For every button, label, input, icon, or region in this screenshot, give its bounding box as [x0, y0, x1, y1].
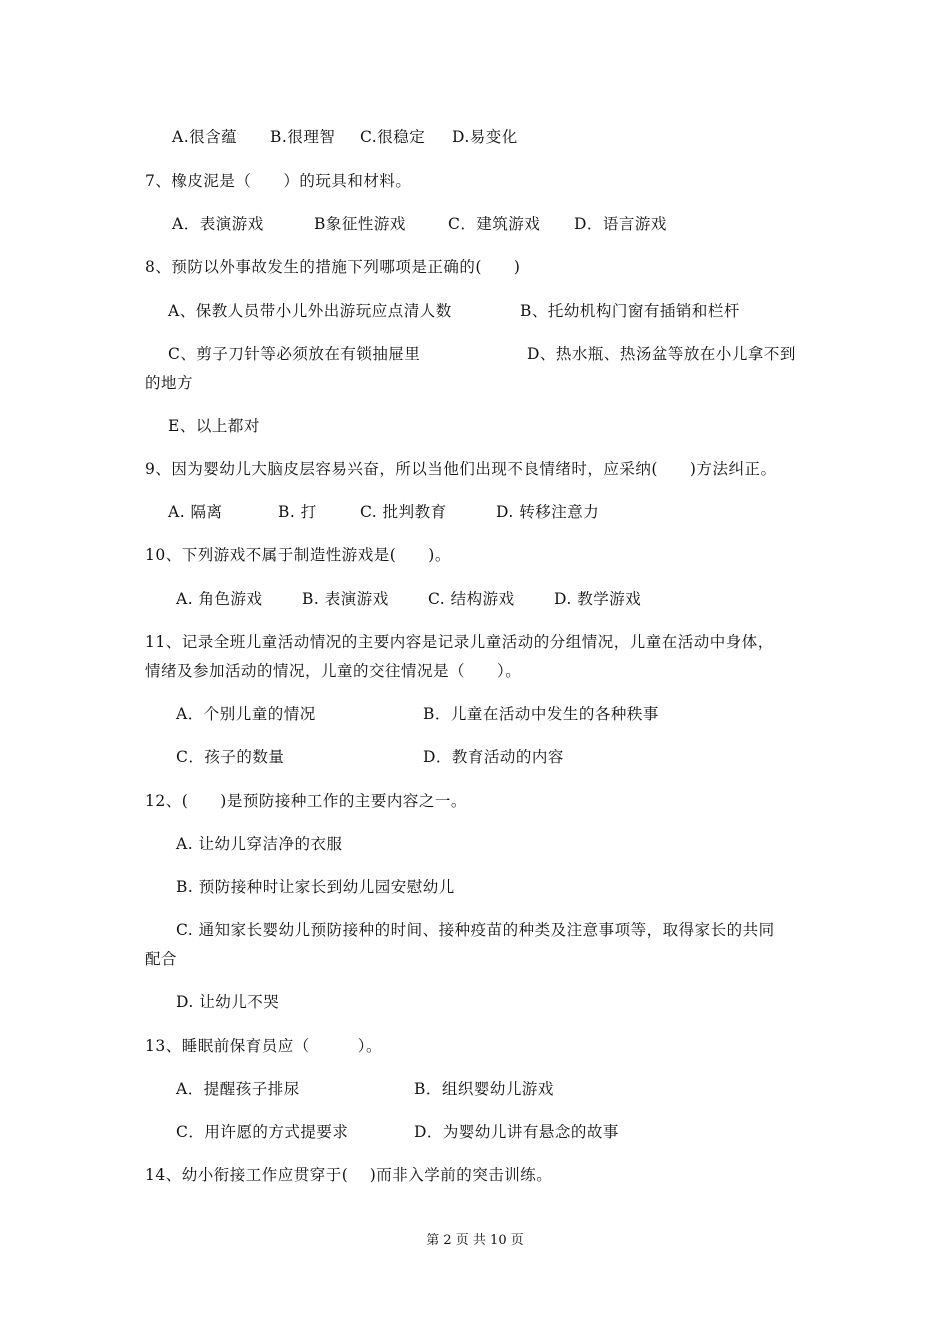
q7-option-d: D．语言游戏: [574, 215, 667, 233]
q7-option-b: B象征性游戏: [314, 215, 406, 233]
q8-option-d-cont: 的地方: [145, 374, 194, 392]
q10-option-d: D. 教学游戏: [554, 590, 642, 608]
q13-option-c: C．用许愿的方式提要求: [176, 1123, 349, 1141]
q11-stem-line2: 情绪及参加活动的情况，儿童的交往情况是（ ）。: [145, 662, 522, 680]
q10-option-c: C. 结构游戏: [428, 590, 515, 608]
q8-option-a: A、保教人员带小儿外出游玩应点清人数: [168, 302, 452, 320]
q6-option-c: C.很稳定: [360, 128, 426, 146]
q11-option-c: C．孩子的数量: [176, 748, 285, 766]
q9-option-b: B. 打: [278, 503, 317, 521]
q13-option-d: D．为婴幼儿讲有悬念的故事: [414, 1123, 619, 1141]
q11-stem-line1: 11、记录全班儿童活动情况的主要内容是记录儿童活动的分组情况，儿童在活动中身体，: [145, 633, 774, 651]
q11-option-b: B．儿童在活动中发生的各种秩事: [423, 705, 659, 723]
q10-option-b: B. 表演游戏: [302, 590, 389, 608]
q9-option-d: D. 转移注意力: [496, 503, 600, 521]
q7-option-a: A．表演游戏: [172, 215, 264, 233]
q13-option-b: B．组织婴幼儿游戏: [414, 1080, 554, 1098]
q6-option-b: B.很理智: [270, 128, 336, 146]
q11-option-a: A．个别儿童的情况: [176, 705, 316, 723]
page-footer: 第 2 页 共 10 页: [426, 1233, 524, 1248]
q8-option-d: D、热水瓶、热汤盆等放在小儿拿不到: [527, 345, 796, 363]
q11-option-d: D．教育活动的内容: [423, 748, 564, 766]
q9-option-a: A. 隔离: [168, 503, 223, 521]
q8-option-b: B、托幼机构门窗有插销和栏杆: [520, 302, 740, 320]
q12-option-b: B. 预防接种时让家长到幼儿园安慰幼儿: [176, 878, 455, 896]
q8-option-e: E、以上都对: [168, 417, 260, 435]
q10-stem: 10、下列游戏不属于制造性游戏是( )。: [145, 546, 451, 564]
q6-option-d: D.易变化: [452, 128, 518, 146]
q8-stem: 8、预防以外事故发生的措施下列哪项是正确的( ): [145, 258, 521, 276]
q9-stem: 9、因为婴幼儿大脑皮层容易兴奋，所以当他们出现不良情绪时，应采纳( )方法纠正。: [145, 460, 777, 478]
q6-option-a: A.很含蕴: [172, 128, 238, 146]
q10-option-a: A. 角色游戏: [176, 590, 263, 608]
q12-option-c: C. 通知家长婴幼儿预防接种的时间、接种疫苗的种类及注意事项等，取得家长的共同: [176, 921, 775, 939]
q8-option-c: C、剪子刀针等必须放在有锁抽屉里: [168, 345, 421, 363]
q12-option-a: A. 让幼儿穿洁净的衣服: [176, 835, 343, 853]
q13-option-a: A．提醒孩子排尿: [176, 1080, 300, 1098]
q12-option-d: D. 让幼儿不哭: [176, 993, 280, 1011]
q12-stem: 12、( )是预防接种工作的主要内容之一。: [145, 792, 467, 810]
q7-stem: 7、橡皮泥是（ ）的玩具和材料。: [145, 172, 412, 190]
q7-option-c: C．建筑游戏: [448, 215, 541, 233]
q14-stem: 14、幼小衔接工作应贯穿于( )而非入学前的突击训练。: [145, 1166, 553, 1184]
q12-option-c-cont: 配合: [145, 950, 178, 968]
q9-option-c: C. 批判教育: [360, 503, 447, 521]
q13-stem: 13、睡眠前保育员应（ ）。: [145, 1037, 382, 1055]
